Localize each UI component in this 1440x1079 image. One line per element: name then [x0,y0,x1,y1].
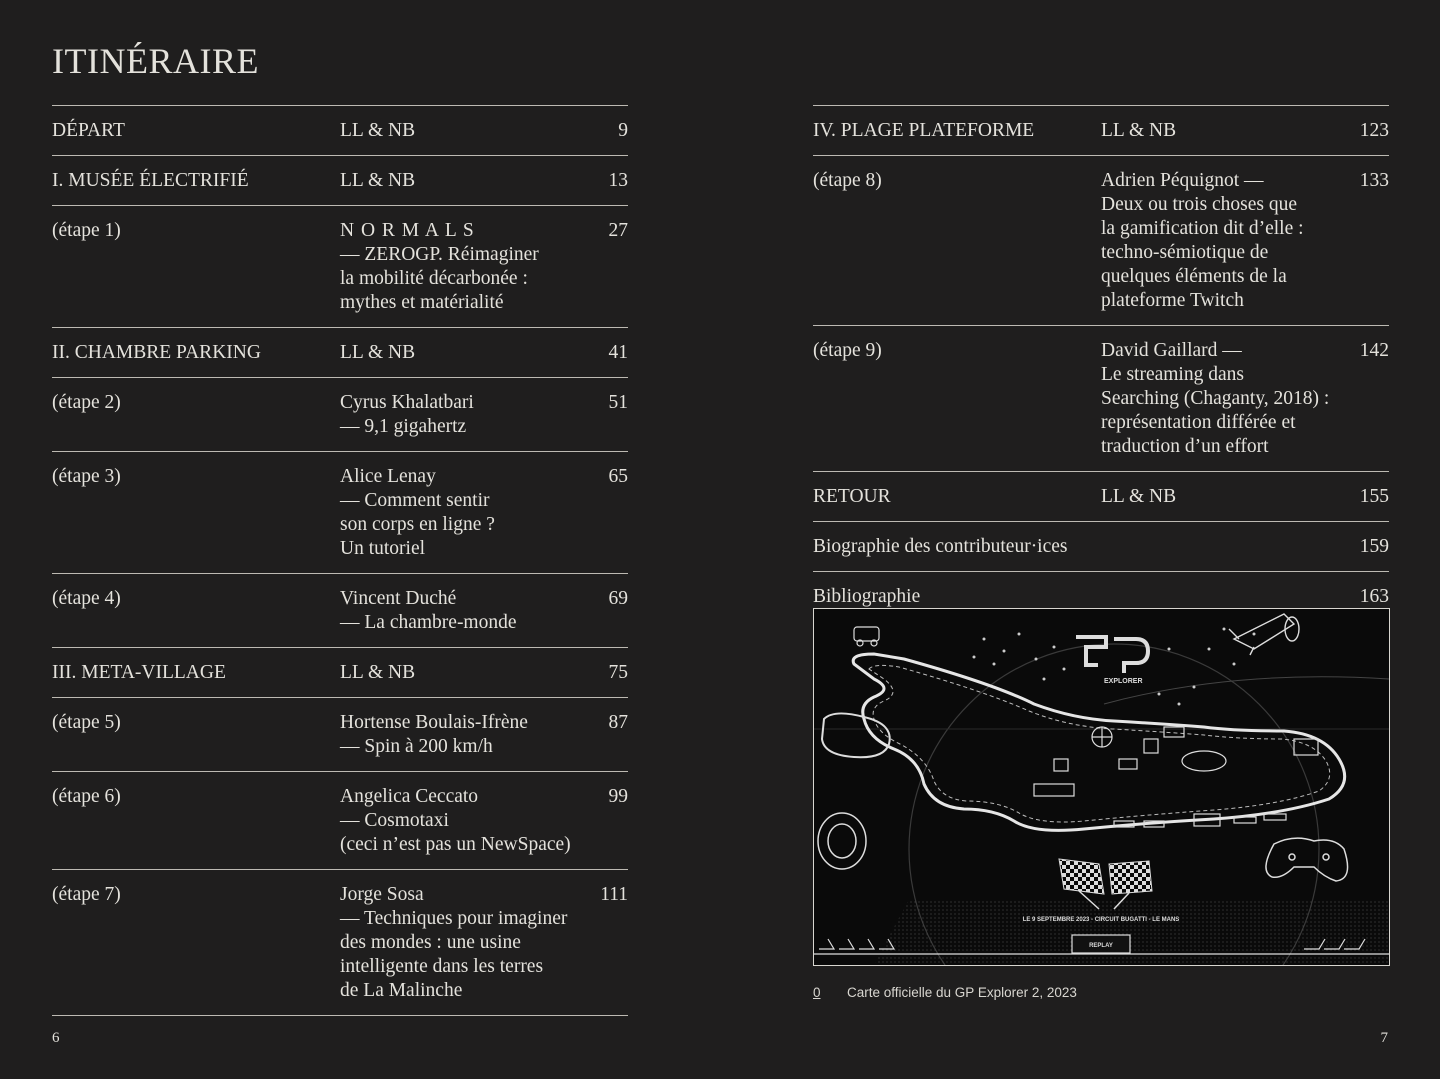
folio-left: 6 [52,1030,60,1046]
toc-title-line: Cyrus Khalatbari [340,392,474,413]
toc-entry [52,377,628,451]
toc-section-label: (étape 7) [52,884,121,905]
folio-right: 7 [1380,1030,1388,1046]
toc-entry [52,647,628,697]
toc-entry [52,155,628,205]
toc-section-label: Biographie des contributeur·ices [813,536,1068,557]
toc-section-label: (étape 5) [52,712,121,733]
toc-section-label: DÉPART [52,120,125,141]
toc-section-label: (étape 9) [813,340,882,361]
toc-entry [52,205,628,327]
toc-entry [813,521,1389,571]
toc-page-number: 27 [608,220,628,241]
toc-title-line: Deux ou trois choses que [1101,194,1298,215]
toc-title-line: — La chambre-monde [340,612,517,633]
toc-entry [813,471,1389,521]
toc-title-line: Jorge Sosa [340,884,424,905]
gamepad-illustration [1266,838,1348,881]
toc-entry-title [340,465,604,561]
circuit-map-illustration [814,609,1389,965]
toc-page-number: 99 [608,786,628,807]
toc-title-line: LL & NB [340,342,416,363]
toc-title-line: — Techniques pour imaginer [340,908,568,929]
toc-entry-title [1101,585,1365,609]
toc-section-label: II. CHAMBRE PARKING [52,342,261,363]
toc-page-number: 133 [1359,170,1389,191]
toc-title-line: — ZEROGP. Réimaginer [340,244,539,265]
toc-section-label: RETOUR [813,486,891,507]
toc-title-line: Alice Lenay [340,466,436,487]
toc-page-number: 65 [608,466,628,487]
toc-entry-title [340,587,604,635]
toc-section-label: (étape 3) [52,466,121,487]
toc-page-number: 51 [608,392,628,413]
toc-entry-title [340,119,604,143]
toc-entry [52,451,628,573]
toc-entry-title [340,219,604,315]
toc-page-number: 9 [618,120,628,141]
toc-section-label: I. MUSÉE ÉLECTRIFIÉ [52,170,249,191]
figure-number: 0 [813,985,821,1000]
toc-section-label: Bibliographie [813,586,921,607]
toc-page-number: 159 [1359,536,1389,557]
toc-title-line: LL & NB [1101,486,1177,507]
race-car-illustration [1229,614,1299,655]
toc-title-line: techno-sémiotique de [1101,242,1269,263]
toc-entry [52,697,628,771]
toc-entry [813,155,1389,325]
circuit-map-figure [813,608,1390,966]
toc-entry-title [340,169,604,193]
toc-title-line: Hortense Boulais-Ifrène [340,712,528,733]
toc-section-label: (étape 2) [52,392,121,413]
toc-entry-title [1101,169,1365,313]
toc-title-line: LL & NB [340,662,416,683]
toc-title-line: — Spin à 200 km/h [340,736,493,757]
toc-title-line: David Gaillard — [1101,340,1242,361]
toc-title-line: — Cosmotaxi [340,810,449,831]
toc-entry-title [340,341,604,365]
toc-page-number: 155 [1359,486,1389,507]
toc-entry-title [340,785,604,857]
toc-entry-title [340,661,604,685]
toc-left [52,105,628,1016]
toc-page-number: 142 [1359,340,1389,361]
toc-right [813,105,1389,621]
toc-entry-title [340,711,604,759]
toc-page-number: 75 [608,662,628,683]
toc-page-number: 111 [600,884,628,905]
toc-entry-title [1101,485,1365,509]
toc-page-number: 13 [608,170,628,191]
toc-section-label: (étape 6) [52,786,121,807]
toc-title-line: son corps en ligne ? [340,514,495,535]
toc-title-line: Angelica Ceccato [340,786,479,807]
toc-page-number: 87 [608,712,628,733]
toc-title-line: quelques éléments de la [1101,266,1287,287]
toc-title-line: — 9,1 gigahertz [340,416,467,437]
toc-page-number: 69 [608,588,628,609]
toc-entry-title [340,391,604,439]
toc-entry [52,869,628,1016]
toc-title-line: de La Malinche [340,980,463,1001]
toc-title-line: plateforme Twitch [1101,290,1244,311]
toc-title-line: Le streaming dans [1101,364,1244,385]
map-date-banner: LE 9 SEPTEMBRE 2023 - CIRCUIT BUGATTI - LE MANS [1022,917,1180,923]
toc-entry [52,327,628,377]
toc-entry [813,325,1389,471]
toc-entry-title [1101,119,1365,143]
toc-title-line: Adrien Péquignot — [1101,170,1264,191]
toc-entry [52,771,628,869]
toc-entry-title [1101,339,1365,459]
toc-page-number: 163 [1359,586,1389,607]
toc-title-line: intelligente dans les terres [340,956,544,977]
figure-caption [813,985,1077,1000]
toc-title-line: (ceci n’est pas un NewSpace) [340,834,571,855]
toc-entry [52,105,628,155]
toc-title-line: traduction d’un effort [1101,436,1269,457]
toc-title-line: — Comment sentir [340,490,490,511]
toc-title-line: la mobilité décarbonée : [340,268,528,289]
toc-section-label: (étape 1) [52,220,121,241]
toc-title-line: des mondes : une usine [340,932,521,953]
replay-button-label: REPLAY [1089,943,1113,949]
toc-title-line: LL & NB [1101,120,1177,141]
toc-entry-title [1101,535,1365,559]
page-title: ITINÉRAIRE [52,41,259,81]
toc-entry-title [340,883,604,1003]
toc-title-line: mythes et matérialité [340,292,504,313]
toc-title-line: Vincent Duché [340,588,457,609]
toc-title-line: N O R M A L S [340,220,475,241]
toc-page-number: 41 [608,342,628,363]
toc-entry [813,105,1389,155]
toc-title-line: Un tutoriel [340,538,426,559]
toc-section-label: III. META-VILLAGE [52,662,226,683]
toc-title-line: LL & NB [340,170,416,191]
toc-title-line: représentation différée et [1101,412,1296,433]
toc-section-label: IV. PLAGE PLATEFORME [813,120,1035,141]
toc-section-label: (étape 8) [813,170,882,191]
map-logo-subtitle: EXPLORER [1104,678,1143,685]
toc-title-line: LL & NB [340,120,416,141]
toc-section-label: (étape 4) [52,588,121,609]
toc-title-line: la gamification dit d’elle : [1101,218,1304,239]
toc-page-number: 123 [1359,120,1389,141]
toc-title-line: Searching (Chaganty, 2018) : [1101,388,1330,409]
figure-caption-text: Carte officielle du GP Explorer 2, 2023 [847,985,1077,1000]
toc-entry [52,573,628,647]
tyre-illustration [818,813,866,869]
